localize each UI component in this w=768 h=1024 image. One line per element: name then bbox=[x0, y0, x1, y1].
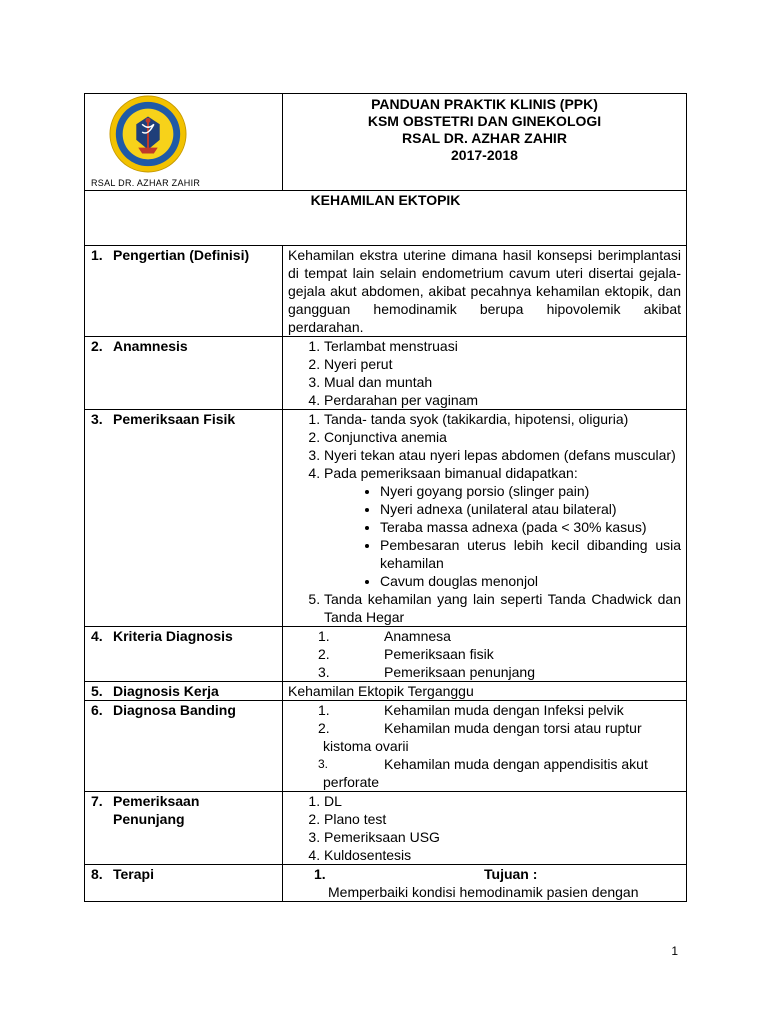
topic-heading: KEHAMILAN EKTOPIK bbox=[85, 191, 687, 246]
section-row bbox=[85, 682, 687, 701]
section-row bbox=[85, 337, 687, 410]
list-item: 2. Pemeriksaan fisik bbox=[318, 646, 494, 662]
section-row bbox=[85, 627, 687, 682]
title-line: RSAL DR. AZHAR ZAHIR bbox=[402, 130, 567, 146]
bullet-item: • Nyeri goyang porsio (slinger pain) bbox=[380, 482, 681, 500]
list-item-continuation: perforate bbox=[323, 774, 380, 790]
physical-exam-cell bbox=[283, 410, 687, 627]
list-item: 3. Kehamilan muda dengan appendisitis akut bbox=[318, 756, 648, 772]
logo-caption: RSAL DR. AZHAR ZAHIR bbox=[91, 178, 201, 188]
bullet-item: • Teraba massa adnexa (pada < 30% kasus) bbox=[380, 518, 681, 536]
bimanual-findings-list bbox=[288, 482, 681, 590]
supporting-exam-list bbox=[288, 792, 681, 864]
definition-text: Kehamilan ekstra uterine dimana hasil konsepsi berimplantasi di tempat lain selain endometrium cavum uteri disertai gejala- gejala akut abdomen, akibat pecahnya kehamilan ektopik, dan gangguan hemodinamik berupa hipovolemik akibat perdarahan. bbox=[283, 246, 687, 337]
therapy-subheading: 1. Tujuan : bbox=[314, 866, 538, 882]
list-item: 2. Plano test bbox=[324, 810, 681, 828]
section-label: 1. Pengertian (Definisi) bbox=[85, 246, 283, 337]
list-item: 3. Pemeriksaan penunjang bbox=[318, 664, 535, 680]
logo-cell bbox=[85, 94, 283, 191]
title-line: KSM OBSTETRI DAN GINEKOLOGI bbox=[367, 113, 602, 129]
working-diagnosis-text: Kehamilan Ektopik Terganggu bbox=[283, 682, 687, 701]
anamnesis-list-cell bbox=[283, 337, 687, 410]
therapy-text: Memperbaiki kondisi hemodinamik pasien dengan bbox=[328, 884, 639, 900]
list-item: 1. Tanda- tanda syok (takikardia, hipotensi, oliguria) bbox=[324, 410, 681, 428]
section-label: 6. Diagnosa Banding bbox=[85, 701, 283, 792]
list-item: 4. Perdarahan per vaginam bbox=[324, 391, 681, 409]
physical-exam-list bbox=[288, 410, 681, 482]
list-item-continuation: kistoma ovarii bbox=[323, 738, 409, 754]
list-item: 2. Conjunctiva anemia bbox=[324, 428, 681, 446]
section-row bbox=[85, 865, 687, 902]
list-item: 2. Nyeri perut bbox=[324, 355, 681, 373]
list-item: 1. Terlambat menstruasi bbox=[324, 337, 681, 355]
anamnesis-list bbox=[288, 337, 681, 409]
hospital-seal-icon bbox=[109, 95, 187, 173]
section-label: 8. Terapi bbox=[85, 865, 283, 902]
bullet-item: • Nyeri adnexa (unilateral atau bilateral) bbox=[380, 500, 681, 518]
title-line: PANDUAN PRAKTIK KLINIS (PPK) bbox=[371, 96, 598, 112]
list-item: 4. Pada pemeriksaan bimanual didapatkan: bbox=[324, 464, 681, 482]
list-item: 1. DL bbox=[324, 792, 681, 810]
list-item: 4. Kuldosentesis bbox=[324, 846, 681, 864]
section-label: 4. Kriteria Diagnosis bbox=[85, 627, 283, 682]
supporting-exam-cell bbox=[283, 792, 687, 865]
section-row bbox=[85, 792, 687, 865]
list-item: 3. Nyeri tekan atau nyeri lepas abdomen (defans muscular) bbox=[324, 446, 681, 464]
section-label: 3. Pemeriksaan Fisik bbox=[85, 410, 283, 627]
bullet-item: • Cavum douglas menonjol bbox=[380, 572, 681, 590]
physical-exam-list-cont bbox=[288, 590, 681, 626]
section-label: 7. Pemeriksaan Penunjang bbox=[85, 792, 283, 865]
list-item: 5. Tanda kehamilan yang lain seperti Tanda Chadwick dan Tanda Hegar bbox=[324, 590, 681, 626]
section-row bbox=[85, 701, 687, 792]
section-row bbox=[85, 246, 687, 337]
criteria-cell bbox=[283, 627, 687, 682]
document-title bbox=[283, 94, 687, 191]
section-label: 2. Anamnesis bbox=[85, 337, 283, 410]
bullet-item: • Pembesaran uterus lebih kecil dibanding usia kehamilan bbox=[380, 536, 681, 572]
section-label: 5. Diagnosis Kerja bbox=[85, 682, 283, 701]
page-number: 1 bbox=[671, 944, 678, 958]
title-line: 2017-2018 bbox=[451, 147, 518, 163]
therapy-cell bbox=[283, 865, 687, 902]
list-item: 1. Anamnesa bbox=[318, 628, 451, 644]
list-item: 2. Kehamilan muda dengan torsi atau ruptur bbox=[318, 720, 642, 736]
section-row bbox=[85, 410, 687, 627]
list-item: 3. Pemeriksaan USG bbox=[324, 828, 681, 846]
ppk-table bbox=[84, 93, 687, 902]
list-item: 3. Mual dan muntah bbox=[324, 373, 681, 391]
list-item: 1. Kehamilan muda dengan Infeksi pelvik bbox=[318, 702, 624, 718]
differential-cell bbox=[283, 701, 687, 792]
